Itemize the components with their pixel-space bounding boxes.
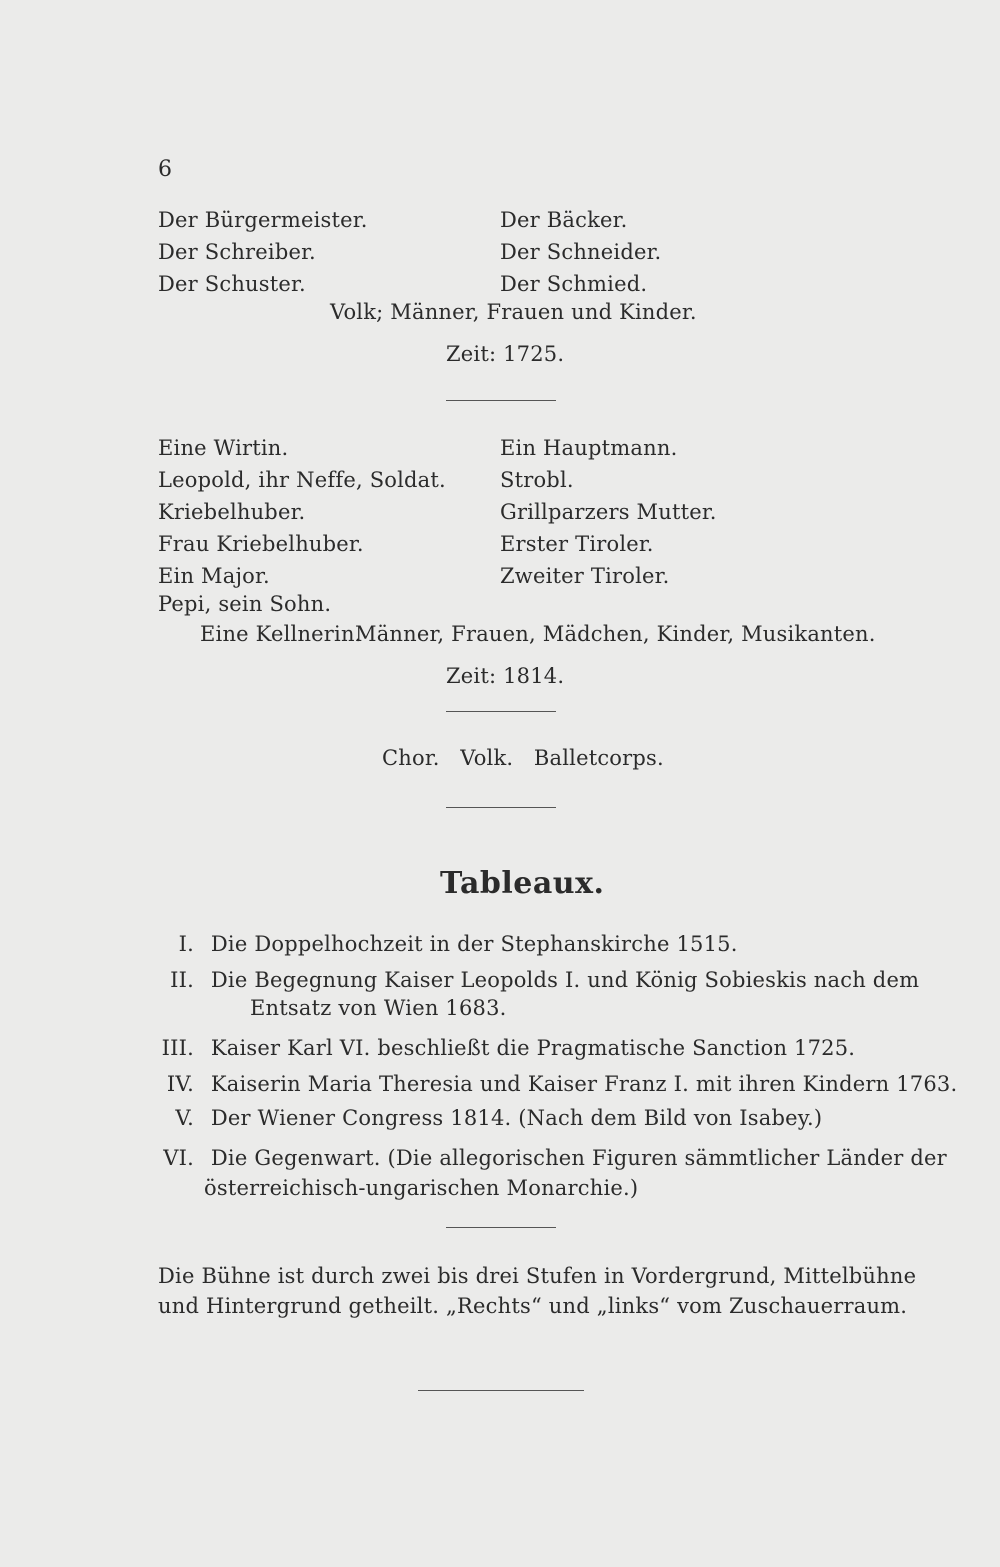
- cast-1814-left-3: Frau Kriebelhuber.: [158, 532, 364, 556]
- tableau-text-continued: Entsatz von Wien 1683.: [250, 996, 507, 1020]
- tableau-text: Kaiser Karl VI. beschließt die Pragmatische Sanction 1725.: [210, 1036, 856, 1060]
- tableau-number: III.: [161, 1036, 194, 1060]
- divider: [418, 1390, 584, 1391]
- cast-1814-left-4: Ein Major.: [158, 564, 270, 588]
- cast-1814-left-0: Eine Wirtin.: [158, 436, 289, 460]
- tableau-number: II.: [170, 968, 194, 992]
- tableau-item: [158, 1034, 855, 1062]
- tableaux-title: Tableaux.: [440, 866, 605, 901]
- tableau-item: [158, 1070, 957, 1098]
- tableau-number: I.: [178, 932, 194, 956]
- tableau-item: [158, 1144, 947, 1172]
- tableau-number: IV.: [166, 1072, 194, 1096]
- time-1725: Zeit: 1725.: [446, 342, 565, 366]
- divider: [446, 711, 556, 712]
- cast-1814-right-0: Ein Hauptmann.: [500, 436, 678, 460]
- cast-1814-left-2: Kriebelhuber.: [158, 500, 306, 524]
- cast-1814-left-1: Leopold, ihr Neffe, Soldat.: [158, 468, 446, 492]
- cast-1725-right-1: Der Schneider.: [500, 240, 662, 264]
- divider: [446, 1227, 556, 1228]
- tableau-item: [158, 930, 738, 958]
- cast-1725-crowd: Volk; Männer, Frauen und Kinder.: [330, 300, 697, 324]
- tableau-text: Kaiserin Maria Theresia und Kaiser Franz I. mit ihren Kindern 1763.: [210, 1072, 958, 1096]
- cast-1725-left-1: Der Schreiber.: [158, 240, 316, 264]
- divider: [446, 400, 556, 401]
- chorus-line: Chor. Volk. Balletcorps.: [382, 746, 664, 770]
- cast-1814-waitress: Eine Kellnerin.: [200, 622, 362, 646]
- time-1814: Zeit: 1814.: [446, 664, 565, 688]
- tableau-text-continued: österreichisch-ungarischen Monarchie.): [204, 1176, 639, 1200]
- stage-note-line-1: und Hintergrund getheilt. „Rechts“ und „links“ vom Zuschauerraum.: [158, 1294, 908, 1318]
- cast-1814-right-1: Strobl.: [500, 468, 574, 492]
- stage-note-line-0: Die Bühne ist durch zwei bis drei Stufen in Vordergrund, Mittelbühne: [158, 1264, 917, 1288]
- cast-1725-left-2: Der Schuster.: [158, 272, 306, 296]
- cast-1725-right-0: Der Bäcker.: [500, 208, 628, 232]
- cast-1814-crowd: Männer, Frauen, Mädchen, Kinder, Musikanten.: [355, 622, 876, 646]
- cast-1725-left-0: Der Bürgermeister.: [158, 208, 368, 232]
- cast-1814-right-2: Grillparzers Mutter.: [500, 500, 717, 524]
- tableau-item: [158, 1104, 822, 1132]
- cast-1814-right-3: Erster Tiroler.: [500, 532, 654, 556]
- cast-1725-right-2: Der Schmied.: [500, 272, 648, 296]
- divider: [446, 807, 556, 808]
- cast-1814-left-5: Pepi, sein Sohn.: [158, 592, 332, 616]
- cast-1814-right-4: Zweiter Tiroler.: [500, 564, 670, 588]
- tableau-text: Der Wiener Congress 1814. (Nach dem Bild von Isabey.): [210, 1106, 823, 1130]
- page-number: 6: [158, 157, 173, 182]
- tableau-number: VI.: [163, 1146, 194, 1170]
- tableau-item: [158, 966, 919, 994]
- tableau-text: Die Gegenwart. (Die allegorischen Figuren sämmtlicher Länder der: [210, 1146, 947, 1170]
- tableau-text: Die Begegnung Kaiser Leopolds I. und König Sobieskis nach dem: [210, 968, 920, 992]
- tableau-text: Die Doppelhochzeit in der Stephanskirche 1515.: [210, 932, 738, 956]
- tableau-number: V.: [175, 1106, 194, 1130]
